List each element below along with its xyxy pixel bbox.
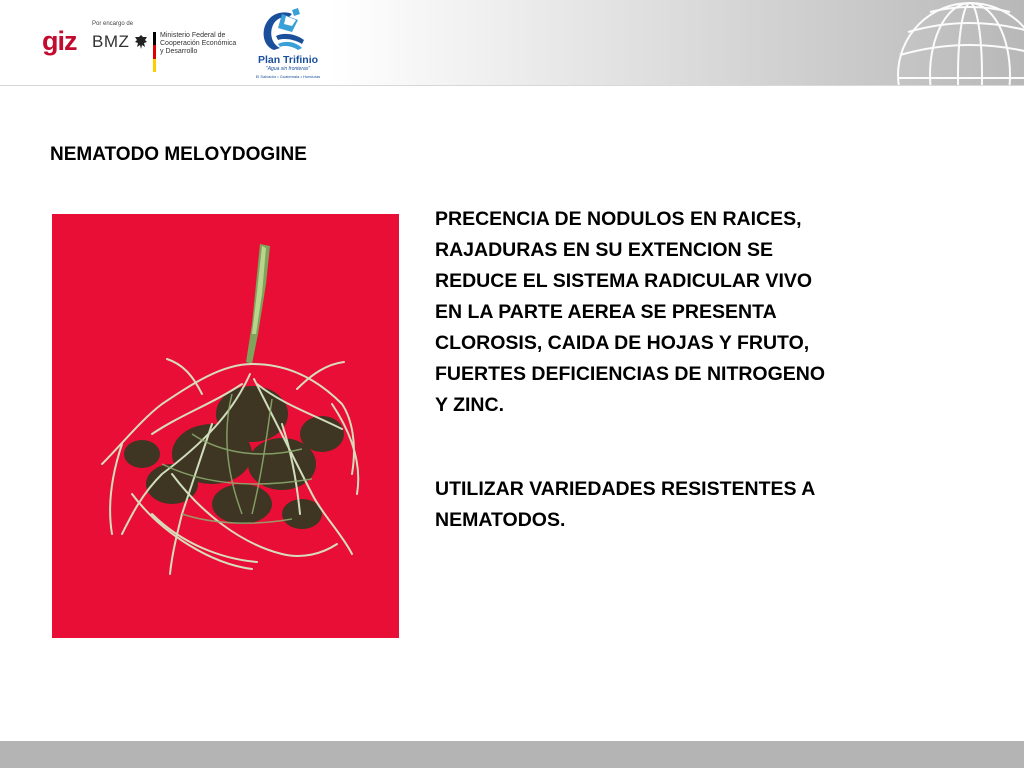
slide-body: [435, 204, 995, 536]
plan-trifinio-countries: El Salvador • Guatemala • Honduras: [255, 74, 321, 79]
ministerio-label: Ministerio Federal de Cooperación Económica y Desarrollo: [160, 32, 237, 55]
giz-logo: giz: [42, 26, 77, 56]
logo-area: [0, 0, 332, 85]
slide-title: NEMATODO MELOYDOGINE: [50, 144, 307, 165]
slide-header: [0, 0, 1024, 86]
federal-eagle-icon: [134, 34, 148, 50]
footer-bar: [0, 741, 1024, 768]
bmz-label: BMZ: [92, 32, 130, 51]
plan-trifinio-name: Plan Trifinio: [257, 54, 319, 66]
por-encargo-label: Por encargo de: [92, 21, 134, 27]
recommendation-paragraph: UTILIZAR VARIEDADES RESISTENTES A NEMATODOS.: [435, 478, 816, 531]
symptoms-paragraph: PRECENCIA DE NODULOS EN RAICES, RAJADURAS EN SU EXTENCION SE REDUCE EL SISTEMA RADICULAR VIVO EN LA PARTE AEREA SE PRESENTA CLOROSIS, CAIDA DE HOJAS Y FRUTO, FUERTES DEFICIENCIAS DE NITROGENO Y ZINC.: [435, 208, 826, 416]
root-nodules-photo: [52, 214, 399, 638]
plan-trifinio-slogan: "Agua sin fronteras": [265, 66, 311, 72]
globe-icon: [890, 0, 1024, 85]
root-system-illustration: [52, 214, 399, 638]
german-flag-stripe: [153, 32, 156, 72]
plan-trifinio-emblem-icon: [252, 6, 324, 56]
